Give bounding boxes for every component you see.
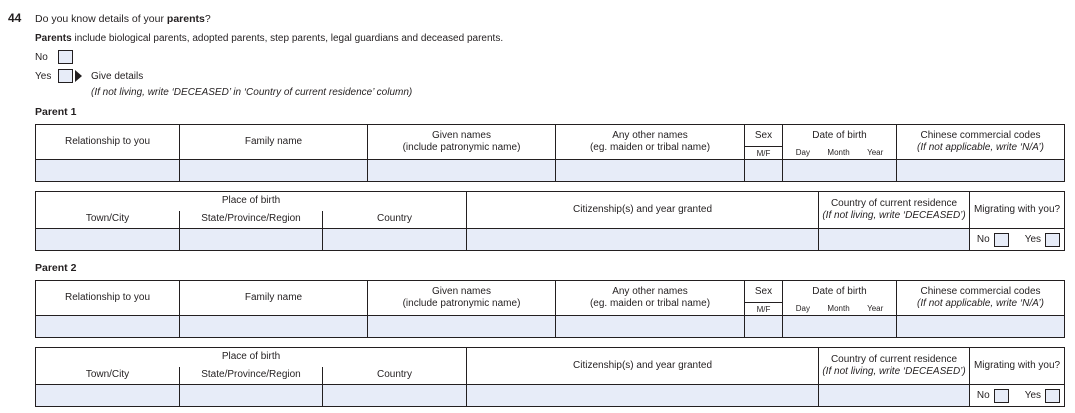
header-dob-main: Date of birth bbox=[812, 286, 867, 297]
question-number: 44 bbox=[8, 11, 22, 25]
header-dob-sub bbox=[783, 146, 896, 159]
migrating-no-label: No bbox=[976, 233, 990, 245]
state-field[interactable] bbox=[180, 229, 323, 251]
header-state: State/Province/Region bbox=[180, 211, 323, 229]
parent-1-details-table bbox=[35, 124, 1065, 182]
town-city-field[interactable] bbox=[36, 385, 180, 407]
migrating-no-checkbox[interactable] bbox=[994, 389, 1009, 403]
header-other-names-sub: (eg. maiden or tribal name) bbox=[589, 142, 711, 153]
relationship-field[interactable] bbox=[36, 316, 180, 338]
header-month: Month bbox=[827, 304, 850, 313]
parent-1-birth-table bbox=[35, 191, 1065, 251]
parent-2-title: Parent 2 bbox=[35, 262, 77, 274]
header-month: Month bbox=[827, 148, 850, 157]
citizenship-field[interactable] bbox=[467, 229, 819, 251]
header-sex-sub: M/F bbox=[745, 146, 782, 159]
sex-field[interactable] bbox=[745, 160, 783, 182]
citizenship-field[interactable] bbox=[467, 385, 819, 407]
header-citizenship: Citizenship(s) and year granted bbox=[467, 348, 819, 385]
header-citizenship: Citizenship(s) and year granted bbox=[467, 192, 819, 229]
migrating-cell bbox=[970, 229, 1065, 251]
migrating-no-label: No bbox=[976, 389, 990, 401]
migrating-cell bbox=[970, 385, 1065, 407]
header-family-name: Family name bbox=[180, 125, 368, 160]
header-sex-main: Sex bbox=[754, 130, 773, 141]
header-chinese-codes-main: Chinese commercial codes bbox=[920, 130, 1041, 141]
header-other-names bbox=[556, 281, 745, 316]
migrating-no-checkbox[interactable] bbox=[994, 233, 1009, 247]
header-residence-main: Country of current residence bbox=[830, 198, 958, 209]
relationship-field[interactable] bbox=[36, 160, 180, 182]
town-city-field[interactable] bbox=[36, 229, 180, 251]
parents-note-bold: Parents bbox=[35, 33, 72, 44]
residence-field[interactable] bbox=[819, 229, 970, 251]
header-country: Country bbox=[323, 367, 467, 385]
header-sex bbox=[745, 125, 783, 160]
header-residence bbox=[819, 192, 970, 229]
header-sex-sub: M/F bbox=[745, 302, 782, 315]
parents-note bbox=[35, 33, 503, 44]
header-relationship: Relationship to you bbox=[36, 281, 180, 316]
header-day: Day bbox=[795, 304, 810, 313]
state-field[interactable] bbox=[180, 385, 323, 407]
header-given-names-sub: (include patronymic name) bbox=[402, 298, 521, 309]
header-year: Year bbox=[867, 148, 884, 157]
give-details-note: (If not living, write ‘DECEASED’ in ‘Country of current residence’ column) bbox=[91, 87, 413, 98]
country-field[interactable] bbox=[323, 385, 467, 407]
given-names-field[interactable] bbox=[368, 160, 556, 182]
other-names-field[interactable] bbox=[556, 160, 745, 182]
header-residence-main: Country of current residence bbox=[830, 354, 958, 365]
header-day: Day bbox=[795, 148, 810, 157]
option-yes-label: Yes bbox=[35, 71, 52, 82]
header-other-names bbox=[556, 125, 745, 160]
family-name-field[interactable] bbox=[180, 160, 368, 182]
header-dob-sub bbox=[783, 302, 896, 315]
header-given-names bbox=[368, 125, 556, 160]
parents-note-rest: include biological parents, adopted parents, step parents, legal guardians and deceased parents. bbox=[71, 33, 504, 44]
header-chinese-codes-main: Chinese commercial codes bbox=[920, 286, 1041, 297]
header-chinese-codes-sub: (If not applicable, write ‘N/A’) bbox=[917, 298, 1044, 309]
country-field[interactable] bbox=[323, 229, 467, 251]
migrating-yes-label: Yes bbox=[1024, 389, 1042, 401]
parent-2-details-table bbox=[35, 280, 1065, 338]
chinese-codes-field[interactable] bbox=[897, 316, 1065, 338]
dob-field[interactable] bbox=[783, 316, 897, 338]
migrating-yes-checkbox[interactable] bbox=[1045, 233, 1060, 247]
option-no-label: No bbox=[35, 52, 48, 63]
give-details-label: Give details bbox=[91, 71, 144, 82]
header-year: Year bbox=[867, 304, 884, 313]
option-yes-checkbox[interactable] bbox=[58, 69, 73, 83]
header-country: Country bbox=[323, 211, 467, 229]
header-chinese-codes-sub: (If not applicable, write ‘N/A’) bbox=[917, 142, 1044, 153]
header-migrating: Migrating with you? bbox=[970, 348, 1065, 385]
arrow-right-icon bbox=[75, 70, 82, 82]
header-state: State/Province/Region bbox=[180, 367, 323, 385]
header-dob-main: Date of birth bbox=[812, 130, 867, 141]
header-given-names-sub: (include patronymic name) bbox=[402, 142, 521, 153]
other-names-field[interactable] bbox=[556, 316, 745, 338]
header-other-names-main: Any other names bbox=[612, 130, 688, 141]
parent-2-birth-table bbox=[35, 347, 1065, 407]
given-names-field[interactable] bbox=[368, 316, 556, 338]
header-other-names-main: Any other names bbox=[612, 286, 688, 297]
header-dob bbox=[783, 281, 897, 316]
family-name-field[interactable] bbox=[180, 316, 368, 338]
header-residence-sub: (If not living, write ‘DECEASED’) bbox=[822, 210, 966, 221]
question-text bbox=[35, 13, 211, 25]
question-text-bold: parents bbox=[166, 13, 205, 25]
header-town-city: Town/City bbox=[36, 367, 180, 385]
header-sex-main: Sex bbox=[754, 286, 773, 297]
question-text-suffix: ? bbox=[204, 13, 211, 25]
header-residence bbox=[819, 348, 970, 385]
header-residence-sub: (If not living, write ‘DECEASED’) bbox=[822, 366, 966, 377]
option-no-checkbox[interactable] bbox=[58, 50, 73, 64]
header-relationship: Relationship to you bbox=[36, 125, 180, 160]
residence-field[interactable] bbox=[819, 385, 970, 407]
sex-field[interactable] bbox=[745, 316, 783, 338]
dob-field[interactable] bbox=[783, 160, 897, 182]
header-other-names-sub: (eg. maiden or tribal name) bbox=[589, 298, 711, 309]
migrating-yes-label: Yes bbox=[1024, 233, 1042, 245]
header-place-of-birth: Place of birth bbox=[36, 192, 467, 211]
header-migrating: Migrating with you? bbox=[970, 192, 1065, 229]
header-dob bbox=[783, 125, 897, 160]
header-chinese-codes bbox=[897, 281, 1065, 316]
header-town-city: Town/City bbox=[36, 211, 180, 229]
chinese-codes-field[interactable] bbox=[897, 160, 1065, 182]
question-text-prefix: Do you know details of your bbox=[35, 13, 167, 25]
header-chinese-codes bbox=[897, 125, 1065, 160]
header-family-name: Family name bbox=[180, 281, 368, 316]
header-place-of-birth: Place of birth bbox=[36, 348, 467, 367]
header-given-names bbox=[368, 281, 556, 316]
header-given-names-main: Given names bbox=[432, 286, 491, 297]
header-sex bbox=[745, 281, 783, 316]
header-given-names-main: Given names bbox=[432, 130, 491, 141]
migrating-yes-checkbox[interactable] bbox=[1045, 389, 1060, 403]
parent-1-title: Parent 1 bbox=[35, 106, 77, 118]
